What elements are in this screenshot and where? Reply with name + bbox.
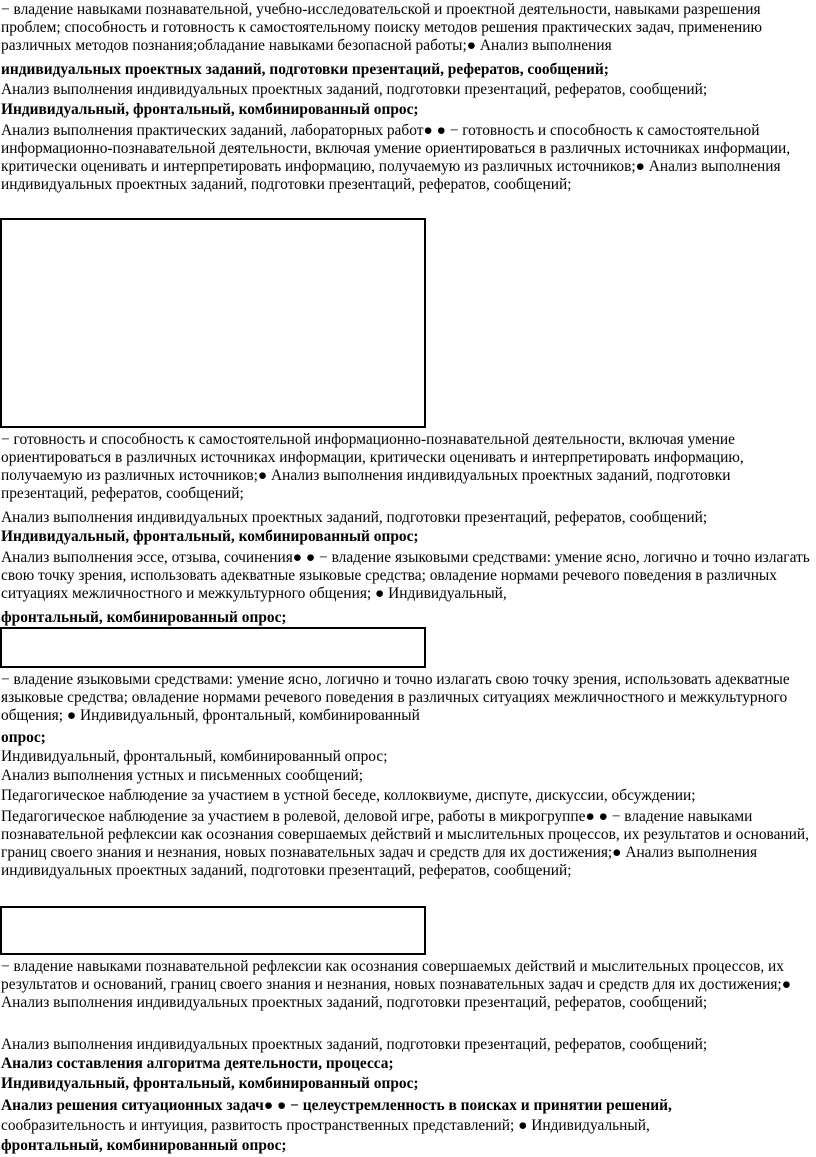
paragraph-reflection: − владение навыками познавательной рефлексии как осознания совершаемых действий и мыслительных процессов, их результатов и оснований, границ своего знания и незнания, новых познавательных задач и средств для их достижения;● Анализ выполнения индивидуальных проектных заданий, подготовки презентаций, рефератов, сообщений; (1, 958, 791, 1011)
paragraph-spatial-thinking: сообразительность и интуиция, развитость пространственных представлений; ● Индивидуальный, (1, 1117, 650, 1134)
paragraph-language-means: − владение языковыми средствами: умение ясно, логично и точно излагать свою точку зрения, использовать адекватные языковые средства; овладение нормами речевого поведения в различных ситуациях межличностного и межкультурного общения; ● Индивидуальный, фронтальный, комбинированный (1, 671, 790, 724)
paragraph-oral-written: Анализ выполнения устных и письменных сообщений; (1, 767, 364, 784)
paragraph-project-tasks-bold: индивидуальных проектных заданий, подготовки презентаций, рефератов, сообщений; (1, 61, 609, 78)
paragraph-survey-1: Индивидуальный, фронтальный, комбинированный опрос; (1, 101, 419, 118)
paragraph-survey-2: Индивидуальный, фронтальный, комбинированный опрос; (1, 528, 419, 545)
paragraph-situational-tasks: Анализ решения ситуационных задач● ● − целеустремленность в поисках и принятии решений, (1, 1097, 672, 1114)
empty-table-cell-3 (0, 906, 426, 955)
paragraph-observation-discussion: Педагогическое наблюдение за участием в устной беседе, коллоквиуме, диспуте, дискуссии, обсуждении; (1, 787, 696, 804)
paragraph-essay-analysis: Анализ выполнения эссе, отзыва, сочинения● ● − владение языковыми средствами: умение ясно, логично и точно излагать свою точку зрения, использовать адекватные языковые средства; овладение нормами речевого поведения в различных ситуациях межличностного и межкультурного общения; ● Индивидуальный, (1, 549, 810, 602)
paragraph-survey-4: Индивидуальный, фронтальный, комбинированный опрос; (1, 748, 388, 765)
paragraph-survey-3: фронтальный, комбинированный опрос; (1, 609, 287, 626)
paragraph-information-activity: − готовность и способность к самостоятельной информационно-познавательной деятельности, включая умение ориентироваться в различных источниках информации, критически оценивать и интерпретировать информацию, получаемую из различных источников;● Анализ выполнения индивидуальных проектных заданий, подготовки презентаций, рефератов, сообщений; (1, 431, 744, 502)
paragraph-survey-6: фронтальный, комбинированный опрос; (1, 1137, 287, 1154)
paragraph-survey-5: Индивидуальный, фронтальный, комбинированный опрос; (1, 1075, 419, 1092)
paragraph-observation-game: Педагогическое наблюдение за участием в ролевой, деловой игре, работы в микрогруппе● ● − владение навыками познавательной рефлексии как осознания совершаемых действий и мыслительных процессов, их результатов и оснований, границ своего знания и незнания, новых познавательных задач и средств для их достижения;● Анализ выполнения индивидуальных проектных заданий, подготовки презентаций, рефератов, сообщений; (1, 808, 809, 879)
paragraph-survey-word: опрос; (1, 729, 46, 746)
empty-table-cell-2 (0, 627, 426, 668)
paragraph-project-analysis-3: Анализ выполнения индивидуальных проектных заданий, подготовки презентаций, рефератов, сообщений; (1, 1036, 708, 1053)
paragraph-algorithm: Анализ составления алгоритма деятельности, процесса; (1, 1055, 394, 1072)
paragraph-practical-tasks: Анализ выполнения практических заданий, лабораторных работ● ● − готовность и способность к самостоятельной информационно-познавательной деятельности, включая умение ориентироваться в различных источниках информации, критически оценивать и интерпретировать информацию, получаемую из различных источников;● Анализ выполнения индивидуальных проектных заданий, подготовки презентаций, рефератов, сообщений; (1, 122, 791, 193)
empty-table-cell-1 (0, 218, 426, 428)
paragraph-project-analysis: Анализ выполнения индивидуальных проектных заданий, подготовки презентаций, рефератов, сообщений; (1, 81, 708, 98)
paragraph-competence-research: − владение навыками познавательной, учебно-исследовательской и проектной деятельности, навыками разрешения проблем; способность и готовность к самостоятельному поиску методов решения практических задач, применению различных методов познания;обладание навыками безопасной работы;● Анализ выполнения (1, 1, 763, 54)
paragraph-project-analysis-2: Анализ выполнения индивидуальных проектных заданий, подготовки презентаций, рефератов, сообщений; (1, 509, 708, 526)
